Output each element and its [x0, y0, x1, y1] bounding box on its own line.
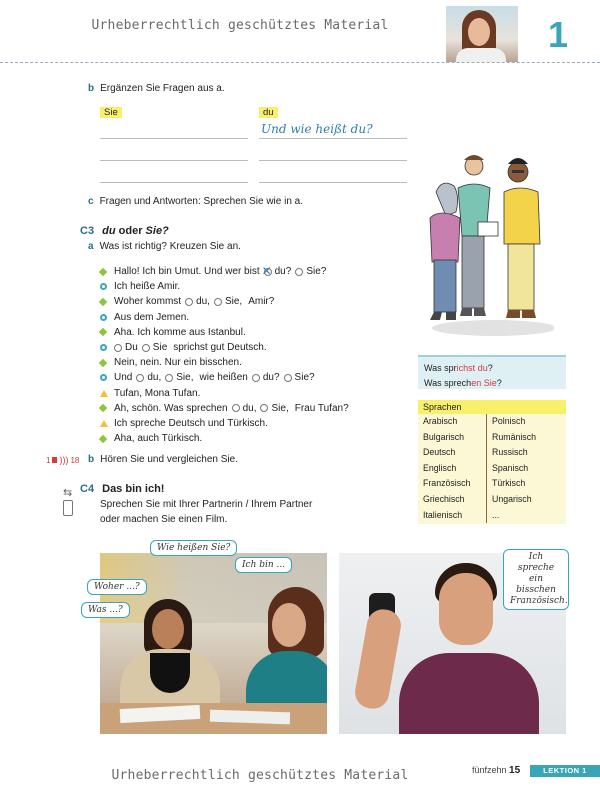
c4-heading — [80, 483, 164, 495]
chapter-number: 1 — [547, 14, 568, 55]
page-number-word: fünfzehn — [472, 765, 507, 775]
handwritten-answer: Und wie heißt du? — [261, 122, 373, 136]
c3a-heading — [88, 241, 241, 252]
dialogue-line — [100, 386, 400, 401]
dialogue-line — [100, 355, 400, 370]
speaker-c-marker — [100, 420, 108, 427]
speech-bubble: Was ...? — [81, 602, 130, 618]
title-du: du — [102, 225, 116, 237]
language-cell: Russisch — [486, 445, 566, 461]
speaker-b-marker — [100, 314, 107, 321]
dialogue-line — [100, 279, 400, 294]
column-tag-du: du — [259, 107, 278, 118]
lesson-tag: LEKTION 1 — [530, 765, 600, 777]
speech-bubble: Ich spreche ein bisschen Französisch. — [503, 549, 569, 610]
option-sie: Sie? — [306, 266, 327, 278]
line-text: Aus dem Jemen. — [114, 311, 190, 323]
question-sie: Was sprechen Sie? — [424, 378, 502, 388]
language-cell: Französisch — [423, 478, 471, 489]
exercise-letter: b — [88, 83, 95, 94]
line-text: Aha, auch Türkisch. — [114, 433, 203, 445]
line-text: Ah, schön. Was sprechen — [114, 402, 228, 414]
photo-shirt — [456, 48, 506, 62]
audio-track-number: 18 — [70, 455, 80, 465]
question-du: Was sprichst du? — [424, 363, 493, 373]
answer-line[interactable] — [100, 138, 248, 139]
page-number — [472, 765, 520, 776]
speaker-b-marker — [100, 344, 107, 351]
dialogue-list — [100, 264, 400, 446]
answer-line[interactable] — [100, 182, 248, 183]
speaker-a-marker — [99, 328, 107, 336]
answer-line[interactable] — [259, 138, 407, 139]
language-cell: Italienisch — [423, 509, 463, 520]
line-text: Amir? — [248, 296, 275, 308]
language-cell: Polnisch — [486, 414, 566, 430]
line-text: Ich spreche Deutsch und Türkisch. — [114, 417, 268, 429]
answer-line[interactable] — [259, 160, 407, 161]
option-sie: Sie, — [271, 402, 289, 414]
languages-grid — [418, 414, 566, 523]
c4-title: Das bin ich! — [102, 483, 165, 495]
title-oder: oder — [118, 225, 143, 237]
exercise-letter: b — [88, 454, 95, 465]
option-du: du, — [147, 372, 162, 384]
section-label: C3 — [80, 225, 95, 237]
radio-du[interactable] — [232, 404, 240, 412]
exercise-instruction: Ergänzen Sie Fragen aus a. — [100, 83, 225, 94]
radio-sie[interactable] — [260, 404, 268, 412]
speaker-b-marker — [100, 283, 107, 290]
dialogue-line — [100, 416, 400, 431]
dialogue-line — [100, 370, 400, 385]
header-photo — [446, 6, 518, 62]
radio-sie[interactable] — [165, 374, 173, 382]
exercise-b-heading — [88, 83, 225, 94]
option-du: du? — [274, 266, 292, 278]
option-sie: Sie? — [294, 372, 315, 384]
dialogue-line — [100, 340, 400, 355]
radio-du[interactable] — [136, 374, 144, 382]
dialogue-line — [100, 401, 400, 416]
language-cell: Griechisch — [423, 493, 465, 504]
line-text: Woher kommst — [114, 296, 182, 308]
phone-icon — [63, 500, 73, 516]
speaker-a-marker — [99, 267, 107, 275]
exercise-c-heading — [88, 196, 303, 207]
line-text: Nein, nein. Nur ein bisschen. — [114, 357, 242, 369]
line-text: Aha. Ich komme aus Istanbul. — [114, 326, 246, 338]
option-du: du, — [242, 402, 257, 414]
line-text: Ich heiße Amir. — [114, 281, 181, 293]
radio-du[interactable] — [252, 374, 260, 382]
speaker-a-marker — [99, 404, 107, 412]
language-cell: Türkisch — [486, 476, 566, 492]
language-cell: Spanisch — [486, 461, 566, 477]
dialogue-line — [100, 325, 400, 340]
speaker-a-marker — [99, 358, 107, 366]
header-divider — [0, 62, 600, 63]
option-du: du, — [196, 296, 210, 308]
radio-du[interactable] — [185, 298, 193, 306]
exercise-instruction: Hören Sie und vergleichen Sie. — [100, 454, 238, 465]
speaker-c-marker — [100, 390, 108, 397]
option-sie: Sie, — [224, 296, 243, 308]
radio-sie[interactable] — [214, 298, 222, 306]
c3b-heading — [88, 454, 238, 465]
line-text: Frau Tufan? — [294, 402, 349, 414]
language-cell: Arabisch — [423, 416, 458, 426]
line-text: sprichst gut Deutsch. — [173, 342, 267, 354]
copyright-watermark-top: Urheberrechtlich geschütztes Material — [91, 18, 389, 33]
photo-face — [468, 18, 490, 46]
exercise-instruction: Was ist richtig? Kreuzen Sie an. — [99, 241, 241, 252]
dialogue-line — [100, 294, 400, 309]
dialogue-line — [100, 431, 400, 446]
speaker-a-marker — [99, 298, 107, 306]
option-du: du? — [262, 372, 280, 384]
option-sie: Sie, — [176, 372, 194, 384]
exercise-letter: a — [88, 241, 94, 252]
radio-sie[interactable] — [295, 268, 303, 276]
language-cell: Englisch — [423, 462, 457, 473]
column-tag-sie: Sie — [100, 107, 122, 118]
line-text: Und — [114, 372, 133, 384]
languages-table — [418, 400, 566, 524]
speech-bubble: Ich bin ... — [235, 557, 292, 573]
radio-du-checked[interactable] — [264, 268, 272, 276]
radio-sie[interactable] — [142, 344, 150, 352]
audio-track-marker[interactable] — [46, 455, 79, 465]
page-number-digits: 15 — [509, 765, 521, 776]
language-cell: ... — [486, 508, 566, 524]
speech-bubble: Woher ...? — [87, 579, 147, 595]
radio-du[interactable] — [114, 344, 122, 352]
language-cell: Deutsch — [423, 447, 456, 458]
line-text: Tufan, Mona Tufan. — [114, 387, 201, 399]
speaker-icon — [52, 457, 57, 463]
three-people-illustration — [424, 152, 554, 338]
c3-heading — [80, 225, 169, 237]
language-cell: Bulgarisch — [423, 431, 465, 442]
c4-instruction-line2: oder machen Sie einen Film. — [100, 514, 228, 525]
verb-form-box — [418, 355, 566, 389]
language-cell: Ungarisch — [486, 492, 566, 508]
line-text: wie heißen — [199, 372, 248, 384]
title-sie: Sie? — [145, 225, 169, 237]
partner-exchange-icon: ⇆ — [63, 487, 73, 499]
speaker-b-marker — [100, 374, 107, 381]
line-text: Hallo! Ich bin Umut. Und wer bist — [114, 266, 260, 278]
option-du: Du — [125, 342, 138, 354]
dialogue-line — [100, 310, 400, 325]
exercise-instruction: Fragen und Antworten: Sprechen Sie wie in a. — [99, 196, 304, 207]
answer-line[interactable] — [100, 160, 248, 161]
radio-sie[interactable] — [284, 374, 292, 382]
speaker-a-marker — [99, 434, 107, 442]
language-cell: Rumänisch — [486, 430, 566, 446]
option-sie: Sie — [152, 342, 168, 354]
c4-instruction-line1: Sprechen Sie mit Ihrer Partnerin / Ihrem Partner — [100, 499, 313, 510]
section-label: C4 — [80, 483, 95, 495]
audio-cd-number: 1 — [46, 455, 51, 465]
speech-bubble: Wie heißen Sie? — [150, 540, 237, 556]
answer-line[interactable] — [259, 182, 407, 183]
dialogue-line — [100, 264, 400, 279]
sound-waves-icon: ))) — [59, 455, 69, 465]
copyright-watermark-bottom: Urheberrechtlich geschütztes Material — [111, 768, 409, 783]
languages-header: Sprachen — [418, 400, 566, 414]
exercise-letter: c — [88, 196, 94, 207]
